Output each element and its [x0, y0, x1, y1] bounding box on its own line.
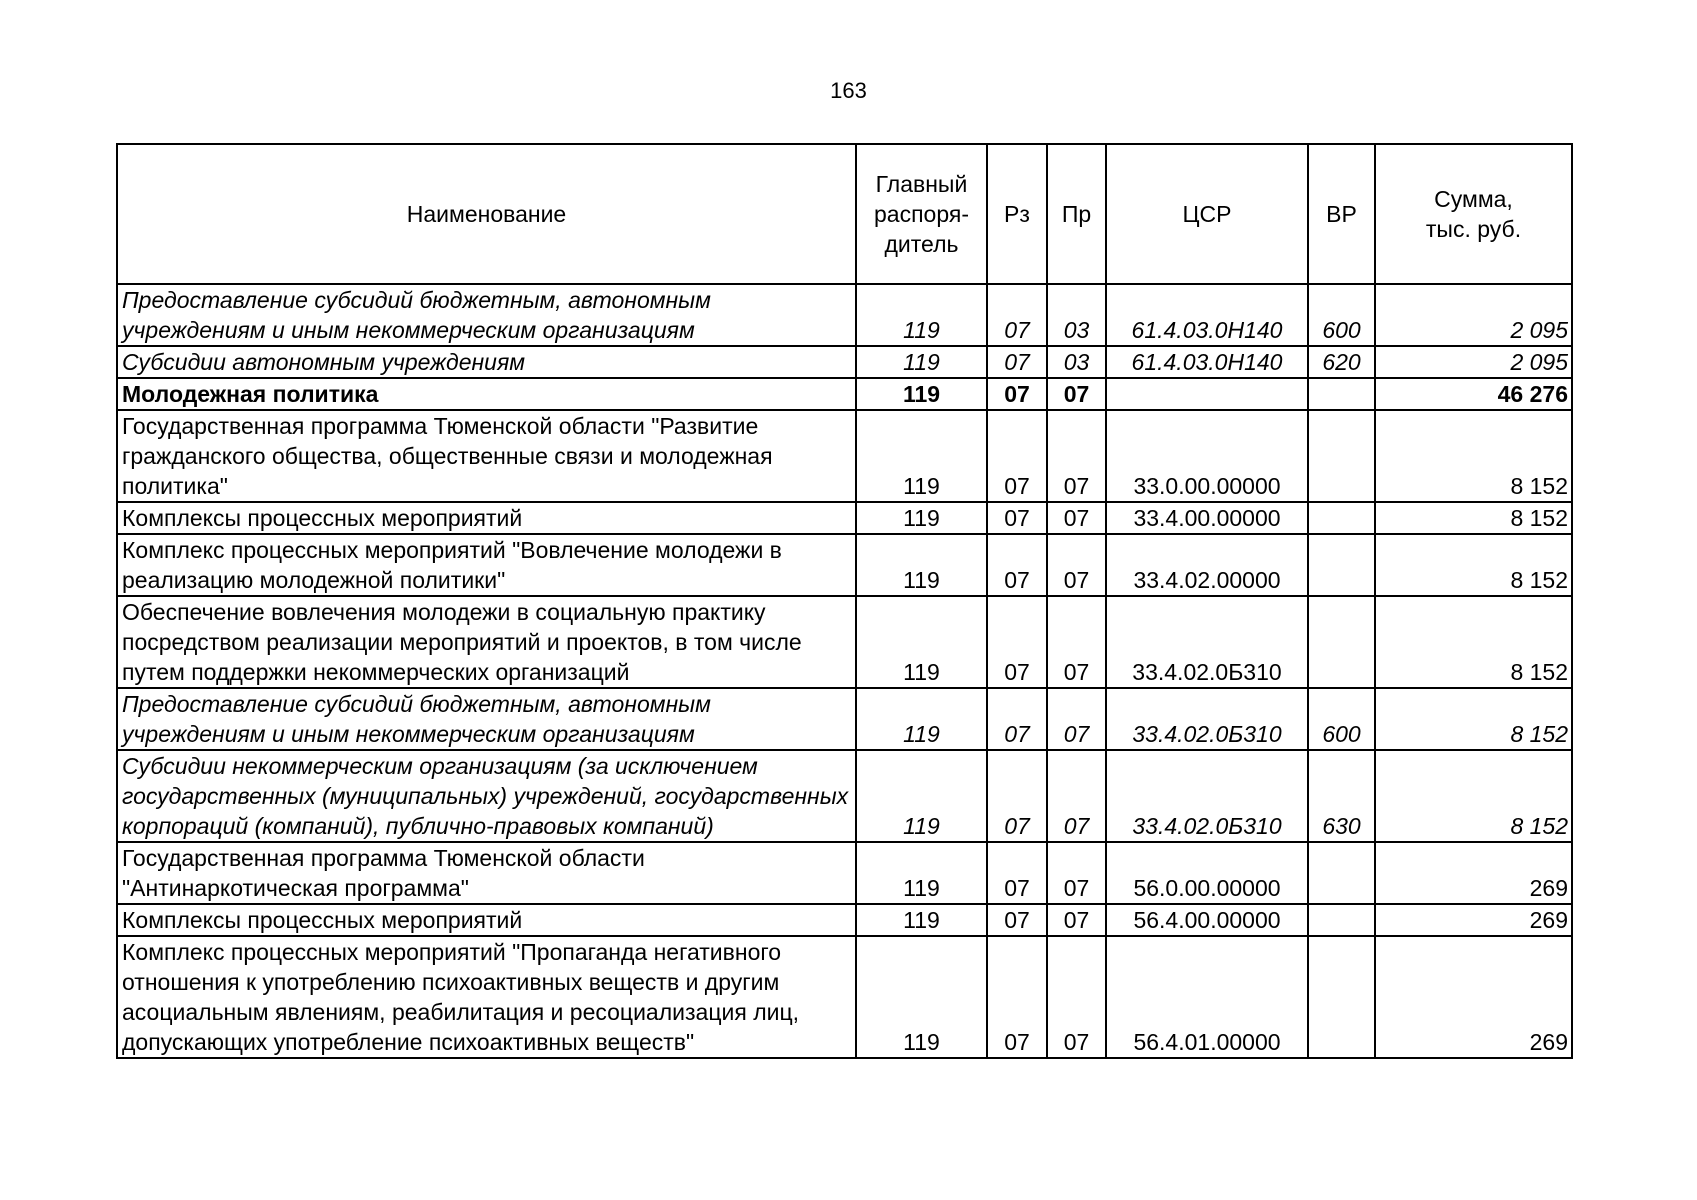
- row-vr-cell: [1308, 502, 1375, 534]
- row-csr-cell: 56.4.00.00000: [1106, 904, 1308, 936]
- row-csr-cell: 61.4.03.0Н140: [1106, 346, 1308, 378]
- row-csr-cell: 33.0.00.00000: [1106, 410, 1308, 502]
- table-row: [117, 904, 1572, 936]
- row-csr-cell: 33.4.00.00000: [1106, 502, 1308, 534]
- table-row: [117, 750, 1572, 842]
- row-rz-cell: 07: [987, 596, 1047, 688]
- table-row: [117, 936, 1572, 1058]
- row-sum-cell: 269: [1375, 842, 1572, 904]
- row-rz-cell: 07: [987, 378, 1047, 410]
- row-grbs-cell: 119: [856, 534, 987, 596]
- row-sum-cell: 8 152: [1375, 688, 1572, 750]
- table-row: [117, 842, 1572, 904]
- row-sum-cell: 8 152: [1375, 502, 1572, 534]
- row-grbs-cell: 119: [856, 936, 987, 1058]
- table-row: [117, 688, 1572, 750]
- row-vr-cell: [1308, 842, 1375, 904]
- row-csr-cell: [1106, 378, 1308, 410]
- row-pr-cell: 07: [1047, 842, 1106, 904]
- budget-table: [116, 143, 1573, 1059]
- row-vr-cell: [1308, 904, 1375, 936]
- row-rz-cell: 07: [987, 534, 1047, 596]
- row-sum-cell: 8 152: [1375, 534, 1572, 596]
- row-rz-cell: 07: [987, 750, 1047, 842]
- row-grbs-cell: 119: [856, 410, 987, 502]
- row-grbs-cell: 119: [856, 284, 987, 346]
- row-rz-cell: 07: [987, 688, 1047, 750]
- row-name-cell: Комплекс процессных мероприятий "Пропаганда негативного отношения к употреблению психоактивных веществ и другим асоциальным явлениям, реабилитация и ресоциализация лиц, допускающих употребление психоактивных веществ": [117, 936, 856, 1058]
- row-rz-cell: 07: [987, 936, 1047, 1058]
- row-name-cell: Государственная программа Тюменской области "Антинаркотическая программа": [117, 842, 856, 904]
- row-csr-cell: 33.4.02.0Б310: [1106, 750, 1308, 842]
- row-vr-cell: [1308, 936, 1375, 1058]
- table-row: [117, 534, 1572, 596]
- row-pr-cell: 07: [1047, 904, 1106, 936]
- row-grbs-cell: 119: [856, 688, 987, 750]
- row-sum-cell: 8 152: [1375, 596, 1572, 688]
- row-name-cell: Молодежная политика: [117, 378, 856, 410]
- row-vr-cell: [1308, 410, 1375, 502]
- row-name-cell: Комплекс процессных мероприятий "Вовлечение молодежи в реализацию молодежной политики": [117, 534, 856, 596]
- row-name-cell: Государственная программа Тюменской области "Развитие гражданского общества, общественные связи и молодежная политика": [117, 410, 856, 502]
- table-row: [117, 502, 1572, 534]
- table-row: [117, 596, 1572, 688]
- row-vr-cell: 600: [1308, 688, 1375, 750]
- row-vr-cell: 600: [1308, 284, 1375, 346]
- table-row: [117, 284, 1572, 346]
- row-name-cell: Предоставление субсидий бюджетным, автономным учреждениям и иным некоммерческим организациям: [117, 284, 856, 346]
- row-vr-cell: 620: [1308, 346, 1375, 378]
- table-row: [117, 410, 1572, 502]
- row-pr-cell: 07: [1047, 502, 1106, 534]
- row-name-cell: Субсидии автономным учреждениям: [117, 346, 856, 378]
- table-row: [117, 378, 1572, 410]
- row-rz-cell: 07: [987, 410, 1047, 502]
- row-pr-cell: 07: [1047, 378, 1106, 410]
- row-pr-cell: 07: [1047, 750, 1106, 842]
- row-name-cell: Комплексы процессных мероприятий: [117, 502, 856, 534]
- row-rz-cell: 07: [987, 502, 1047, 534]
- row-grbs-cell: 119: [856, 502, 987, 534]
- page-number: 163: [830, 78, 867, 103]
- row-pr-cell: 07: [1047, 936, 1106, 1058]
- row-name-cell: Субсидии некоммерческим организациям (за исключением государственных (муниципальных) учреждений, государственных корпораций (компаний), публично-правовых компаний): [117, 750, 856, 842]
- row-grbs-cell: 119: [856, 378, 987, 410]
- row-csr-cell: 56.4.01.00000: [1106, 936, 1308, 1058]
- header-vr: ВР: [1308, 144, 1375, 284]
- header-row: [117, 144, 1572, 284]
- row-rz-cell: 07: [987, 842, 1047, 904]
- row-csr-cell: 33.4.02.0Б310: [1106, 596, 1308, 688]
- row-grbs-cell: 119: [856, 750, 987, 842]
- table-row: [117, 346, 1572, 378]
- row-pr-cell: 07: [1047, 596, 1106, 688]
- header-name: Наименование: [117, 144, 856, 284]
- row-sum-cell: 46 276: [1375, 378, 1572, 410]
- row-csr-cell: 61.4.03.0Н140: [1106, 284, 1308, 346]
- header-pr: Пр: [1047, 144, 1106, 284]
- row-vr-cell: 630: [1308, 750, 1375, 842]
- row-csr-cell: 33.4.02.00000: [1106, 534, 1308, 596]
- row-vr-cell: [1308, 596, 1375, 688]
- row-sum-cell: 269: [1375, 936, 1572, 1058]
- row-name-cell: Предоставление субсидий бюджетным, автономным учреждениям и иным некоммерческим организациям: [117, 688, 856, 750]
- header-csr: ЦСР: [1106, 144, 1308, 284]
- header-sum: Сумма, тыс. руб.: [1375, 144, 1572, 284]
- row-grbs-cell: 119: [856, 904, 987, 936]
- row-pr-cell: 03: [1047, 284, 1106, 346]
- row-pr-cell: 07: [1047, 688, 1106, 750]
- header-grbs: Главный распоря- дитель: [856, 144, 987, 284]
- row-sum-cell: 8 152: [1375, 750, 1572, 842]
- row-csr-cell: 33.4.02.0Б310: [1106, 688, 1308, 750]
- row-vr-cell: [1308, 378, 1375, 410]
- row-grbs-cell: 119: [856, 596, 987, 688]
- row-grbs-cell: 119: [856, 346, 987, 378]
- row-sum-cell: 269: [1375, 904, 1572, 936]
- row-sum-cell: 2 095: [1375, 346, 1572, 378]
- row-csr-cell: 56.0.00.00000: [1106, 842, 1308, 904]
- row-sum-cell: 8 152: [1375, 410, 1572, 502]
- header-rz: Рз: [987, 144, 1047, 284]
- row-pr-cell: 03: [1047, 346, 1106, 378]
- row-pr-cell: 07: [1047, 410, 1106, 502]
- row-name-cell: Комплексы процессных мероприятий: [117, 904, 856, 936]
- table-header: [117, 144, 1572, 284]
- row-vr-cell: [1308, 534, 1375, 596]
- row-sum-cell: 2 095: [1375, 284, 1572, 346]
- row-rz-cell: 07: [987, 904, 1047, 936]
- row-rz-cell: 07: [987, 284, 1047, 346]
- row-grbs-cell: 119: [856, 842, 987, 904]
- table-body: [117, 284, 1572, 1058]
- row-rz-cell: 07: [987, 346, 1047, 378]
- row-name-cell: Обеспечение вовлечения молодежи в социальную практику посредством реализации мероприятий и проектов, в том числе путем поддержки некоммерческих организаций: [117, 596, 856, 688]
- row-pr-cell: 07: [1047, 534, 1106, 596]
